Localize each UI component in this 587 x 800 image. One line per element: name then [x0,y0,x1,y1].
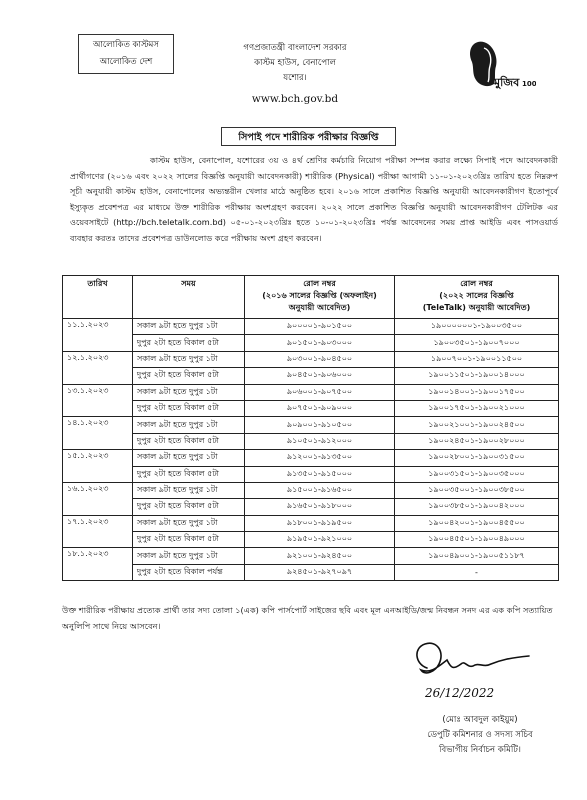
cell-date: ১২.১.২০২৩ [63,351,133,384]
cell-roll-2016: ৯০৪৫০১-৯০৬০০০ [245,368,395,384]
table-row [63,482,559,498]
cell-roll-2022: ১৯০০৭০০১-১৯০০১১৫০০ [395,351,559,367]
cell-roll-2016: ৯১৬৫০১-৯১৮০০০ [245,499,395,515]
cell-roll-2022: ১৯০০৪৫৫০১-১৯০০৪৯০০০ [395,532,559,548]
cell-roll-2016: ৯১৩৫০১-৯১৫০০০ [245,466,395,482]
cell-roll-2022: ১৯০০২৪৫০১-১৯০০২৮০০০ [395,433,559,449]
table-row [63,400,559,416]
cell-date: ১১.১.২০২৩ [63,319,133,352]
signature-date: 26/12/2022 [425,686,495,700]
table-header-row [63,276,559,319]
col-header-roll-2016: রোল নম্বর (২০১৬ সালের বিজ্ঞপ্তি (অফলাইন) অনুযায়ী আবেদিত) [245,276,395,319]
cell-roll-2022: ১৯০০৪৯০০১-১৯০০৫১১৮৭ [395,548,559,564]
cell-time: দুপুর ২টা হতে বিকাল ৫টা [133,335,245,351]
cell-roll-2022: ১৯০০১১৫০১-১৯০০১৪০০০ [395,368,559,384]
logo-text: মুজিব [494,76,520,89]
table-row [63,499,559,515]
cell-date: ১৭.১.২০২৩ [63,515,133,548]
schedule-table [62,275,559,581]
cell-roll-2016: ৯০৩০০১-৯০৪৫০০ [245,351,395,367]
table-row [63,351,559,367]
table-row [63,450,559,466]
cell-roll-2016: ৯০৯০০১-৯১০৫০০ [245,417,395,433]
header-district: যশোর। [283,73,307,83]
cell-time: দুপুর ২টা হতে বিকাল ৫টা [133,499,245,515]
footer-note: উক্ত শারীরিক পরীক্ষায় প্রত্যেক প্রার্থী তার সদ্য তোলা ১(এক) কপি পার্সপোর্ট সাইজের ছবি এবং মূল এনআইডি/জন্ম নিবন্ধন সনদ এর এক কপি সত্যায়িত অনুলিপি সাথে নিয়ে আসবেন। [62,605,553,631]
cell-time: সকাল ৯টা হতে দুপুর ১টা [133,482,245,498]
cell-roll-2016: ৯০৬০০১-৯০৭৫০০ [245,384,395,400]
table-row [63,466,559,482]
cell-roll-2016: ৯০১৫০১-৯০৩০০০ [245,335,395,351]
header-government: গণপ্রজাতন্ত্রী বাংলাদেশ সরকার [243,43,347,53]
cell-roll-2016: ৯০০০০১-৯০১৫০০ [245,319,395,335]
cell-roll-2022: ১৯০০৪২০০১-১৯০০৪৫৫০০ [395,515,559,531]
cell-roll-2022: ১৯০০৩৮৫০১-১৯০০৪২০০০ [395,499,559,515]
table-row [63,384,559,400]
mujib-100-logo-icon [468,38,536,90]
cell-time: সকাল ৯টা হতে দুপুর ১টা [133,417,245,433]
cell-time: দুপুর ২টা হতে বিকাল ৫টা [133,368,245,384]
cell-roll-2022: ১৯০০৩৫০০১-১৯০০৩৮৫০০ [395,482,559,498]
col-header-time: সময় [133,276,245,319]
cell-roll-2022: ১৯০০২৮০০১-১৯০০৩১৫০০ [395,450,559,466]
table-row [63,433,559,449]
slogan-line-1: আলোকিত কাস্টমস [92,40,160,50]
cell-time: দুপুর ২টা হতে বিকাল পর্যন্ত [133,564,245,580]
cell-date: ১৫.১.২০২৩ [63,450,133,483]
cell-roll-2016: ৯২১০০১-৯২৪৫০০ [245,548,395,564]
signature-icon [405,638,545,683]
cell-roll-2022: ১৯০০৩৫০১-১৯০০৭০০০ [395,335,559,351]
cell-time: সকাল ৯টা হতে দুপুর ১টা [133,351,245,367]
signatory-designation: ডেপুটি কমিশনার ও সদস্য সচিব [427,730,533,740]
cell-roll-2016: ৯১৫০০১-৯১৬৫০০ [245,482,395,498]
cell-time: দুপুর ২টা হতে বিকাল ৫টা [133,466,245,482]
cell-roll-2016: ৯১৮০০১-৯১৯৫০০ [245,515,395,531]
notice-title: সিপাই পদে শারীরিক পরীক্ষার বিজ্ঞপ্তি [221,127,396,146]
slogan-badge [78,34,174,74]
signatory-name: (মোঃ আবদুল কাইয়ুম) [442,715,518,725]
signature-block [395,713,565,758]
cell-roll-2016: ৯১০৫০১-৯১২০০০ [245,433,395,449]
cell-roll-2016: ৯১৯৫০১-৯২১০০০ [245,532,395,548]
signatory-committee: বিভাগীয় নির্বাচন কমিটি। [439,745,521,755]
slogan-line-2: আলোকিত দেশ [99,57,153,67]
cell-roll-2016: ৯০৭৫০১-৯০৯০০০ [245,400,395,416]
header-office: কাস্টম হাউস, বেনাপোল [254,58,336,68]
cell-time: সকাল ৯টা হতে দুপুর ১টা [133,319,245,335]
cell-date: ১৮.১.২০২৩ [63,548,133,581]
cell-roll-2022: - [395,564,559,580]
cell-roll-2022: ১৯০০১৭৫০১-১৯০০২১০০০ [395,400,559,416]
table-row [63,532,559,548]
table-row [63,368,559,384]
cell-date: ১৩.১.২০২৩ [63,384,133,417]
table-row [63,335,559,351]
cell-roll-2016: ৯২৪৫০১-৯২৭০৯৭ [245,564,395,580]
table-row [63,417,559,433]
cell-time: সকাল ৯টা হতে দুপুর ১টা [133,548,245,564]
cell-time: সকাল ৯টা হতে দুপুর ১টা [133,450,245,466]
cell-time: দুপুর ২টা হতে বিকাল ৫টা [133,433,245,449]
col-header-date: তারিখ [63,276,133,319]
table-row [63,515,559,531]
cell-date: ১৬.১.২০২৩ [63,482,133,515]
cell-roll-2016: ৯১২০০১-৯১৩৫০০ [245,450,395,466]
cell-roll-2022: ১৯০০০০০০১-১৯০০৩৫০০ [395,319,559,335]
notice-body: কাস্টম হাউস, বেনাপোল, যশোরের ৩য় ও ৪র্থ শ্রেণির কর্মচারি নিয়োগ পরীক্ষা সম্পন্ন করার লক্ষ্যে সিপাই পদে আবেদনকারী প্রার্থীগণের (২০১৬ এবং ২০২২ সালের বিজ্ঞপ্তি অনুযায়ী আবেদনকারী) শারীরিক (Physical) পরীক্ষা আগামী ১১-০১-২০২৩খ্রিঃ তারিখ হতে নিম্নরুপ সূচী অনুযায়ী কাস্টম হাউস, বেনাপোলের অভ্যন্তরীন খেলার মাঠে অনুষ্ঠিত হবে। ২০১৬ সালে প্রকাশিত বিজ্ঞপ্তি অনুযায়ী আবেদনকারীগণ ইতোপূর্বে ইস্যুকৃত প্রবেশপত্র এর মাধ্যমে উক্ত শারীরিক পরীক্ষায় অংশগ্রহণ করবেন। ২০২২ সালে প্রকাশিত বিজ্ঞপ্তি অনুযায়ী আবেদনকারীগণ টেলিটক এর ওয়েবসাইটে (http://bch.teletalk.com.bd) ০৫-০১-২০২৩খ্রিঃ হতে ১০-০১-২০২৩খ্রিঃ পর্যন্ত আবেদনের সময় প্রাপ্ত আইডি এবং পাসওয়ার্ড ব্যবহার করতঃ তাদের প্রবেশপত্র ডাউনলোড করে পরীক্ষায় অংশ গ্রহণ করবেন। [70,155,558,243]
cell-roll-2022: ১৯০০২১০০১-১৯০০২৪৫০০ [395,417,559,433]
website-link[interactable]: www.bch.gov.bd [251,93,339,105]
cell-time: সকাল ৯টা হতে দুপুর ১টা [133,384,245,400]
cell-time: সকাল ৯টা হতে দুপুর ১টা [133,515,245,531]
logo-years: 100 [522,80,536,88]
table-row [63,319,559,335]
cell-date: ১৪.১.২০২৩ [63,417,133,450]
cell-roll-2022: ১৯০০১৪০০১-১৯০০১৭৫০০ [395,384,559,400]
cell-time: দুপুর ২টা হতে বিকাল ৫টা [133,400,245,416]
table-row [63,548,559,564]
table-row [63,564,559,580]
cell-time: দুপুর ২টা হতে বিকাল ৫টা [133,532,245,548]
col-header-roll-2022: রোল নম্বর (২০২২ সালের বিজ্ঞপ্তি (TeleTalk) অনুযায়ী আবেদিত) [395,276,559,319]
cell-roll-2022: ১৯০০৩১৫০১-১৯০০৩৫০০০ [395,466,559,482]
